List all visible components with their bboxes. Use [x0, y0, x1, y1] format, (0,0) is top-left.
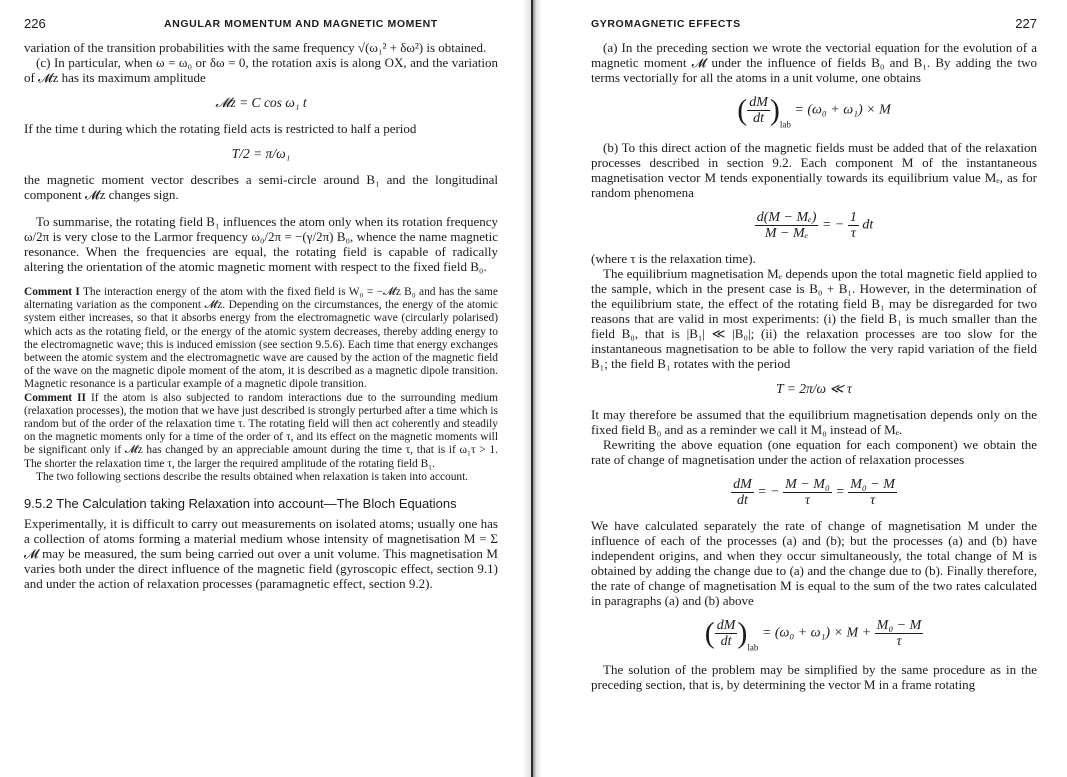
- section-heading: 9.5.2 The Calculation taking Relaxation into account—The Bloch Equations: [24, 496, 457, 512]
- eq4-denominator-2: τ: [804, 492, 810, 508]
- eq5-subscript: lab: [747, 642, 759, 653]
- comment-1-label: Comment I: [24, 286, 80, 298]
- right-paragraph-3: (where τ is the relaxation time).: [591, 250, 756, 266]
- right-paragraph-6: Rewriting the above equation (one equation for each component) we obtain the rate of change of magnetisation under the action of relaxation processes: [591, 436, 1037, 467]
- comment-1: [24, 286, 498, 392]
- eq1-rhs: = (ω₀ + ω₁) × M: [794, 102, 891, 118]
- eq2-denominator-2: τ: [850, 225, 856, 241]
- left-equation-2: T/2 = π/ω₁: [231, 146, 291, 161]
- eq2-numerator: d(M − Mₑ): [756, 209, 817, 225]
- book-gutter: [522, 0, 542, 777]
- left-running-head: ANGULAR MOMENTUM AND MAGNETIC MOMENT: [164, 18, 438, 30]
- eq4-denominator: dt: [736, 492, 748, 508]
- eq2-numerator-2: 1: [849, 209, 857, 225]
- right-paragraph-8: The solution of the problem may be simplified by the same procedure as in the preceding section, that is, by determining the vector M in a frame rotating: [591, 662, 1037, 693]
- right-equation-1: ( $\frac{dM}{dt}$ )$_{lab} = (\omega_0 + \omega_1) \times M$: [737, 93, 891, 130]
- eq2-rhs: dt: [862, 217, 874, 233]
- right-page-number: 227: [1015, 16, 1037, 31]
- eq2-mid: = −: [821, 217, 845, 233]
- left-paragraph-7: Experimentally, it is difficult to carry out measurements on isolated atoms; usually one has a collection of atoms forming a material medium whose intensity of magnetisation M = Σ 𝓜 may be measured, the sum being carried out over a unit volume. This magnetisation M varies both under the direct influence of the magnetic field (gyroscopic effect, section 9.1) and under the action of relaxation processes (paramagnetic effect, section 9.2).: [24, 516, 498, 592]
- comment-2: [24, 392, 498, 471]
- left-paragraph-4: the magnetic moment vector describes a semi-circle around B₁ and the longitudinal component 𝓜z changes sign.: [24, 172, 498, 202]
- eq1-numerator: dM: [749, 95, 768, 110]
- left-header: [24, 18, 498, 40]
- eq4-denominator-3: τ: [870, 492, 876, 508]
- eq5-rhs: = (ω₀ + ω₁) × M +: [761, 625, 872, 641]
- eq1-denominator: dt: [753, 111, 765, 126]
- eq1-subscript: lab: [779, 119, 791, 130]
- right-paragraph-2: (b) To this direct action of the magnetic fields must be added that of the relaxation processes described in section 9.2. Each component M of the instantaneous magnetisation vector M tends exponentially towards its equilibrium value Mₑ, as for random phenomena: [591, 139, 1037, 200]
- right-equation-4: [591, 477, 1037, 508]
- right-running-head: GYROMAGNETIC EFFECTS: [591, 18, 741, 30]
- eq2-denominator: M − Mₑ: [764, 225, 809, 241]
- left-equation-1: 𝓜z = C cos ω₁ t: [215, 95, 307, 110]
- right-header: [591, 18, 1037, 40]
- right-paragraph-5: It may therefore be assumed that the equilibrium magnetisation depends only on the fixed field B₀ and as a reminder we call it M₀ instead of Mₑ.: [591, 406, 1037, 437]
- right-page: [547, 0, 1067, 777]
- eq4-mid: = −: [757, 484, 780, 500]
- left-paragraph-2: (c) In particular, when ω = ω₀ or δω = 0, the rotation axis is along OX, and the variation of 𝓜z has its maximum amplitude: [24, 55, 498, 85]
- right-paragraph-7: We have calculated separately the rate of change of magnetisation M under the influence of each of the processes (a) and (b); but the processes (a) and (b) have independent origins, and when they occur simultaneously, the total change of M is obtained by adding the change due to (a) and the change due to (b). Finally therefore, the rate of change of magnetisation M is equal to the sum of the two rates calculated in paragraphs (a) and (b) above: [591, 517, 1037, 608]
- eq4-numerator-3: M₀ − M: [850, 476, 895, 492]
- eq5-numerator: dM: [716, 617, 736, 633]
- left-paragraph-6: The two following sections describe the results obtained when relaxation is taken into account.: [36, 470, 469, 483]
- left-page-number: 226: [24, 16, 46, 31]
- eq5-numerator-2: M₀ − M: [876, 617, 922, 633]
- right-equation-5: ( $\frac{dM}{dt}$ )$_{lab} = (\omega_0 + \omega_1) \times M$ + $\frac{\text{M₀ − M}}{\tau}$: [704, 616, 922, 653]
- left-paragraph-1: variation of the transition probabilities with the same frequency √(ω₁² + δω²) is obtained.: [24, 40, 487, 55]
- comments-block: [24, 286, 498, 484]
- eq5-denominator-2: τ: [896, 633, 902, 649]
- eq4-mid-2: =: [835, 484, 845, 500]
- comment-1-text: The interaction energy of the atom with the fixed field is W₀ = −𝓜z B₀ and has the same alternating variation as the component 𝓜z. Depending on the circumstances, the energy of the atomic system either increases, so that it absorbs energy from the electromagnetic wave (circularly polarised) which acts as the rotating field, or the energy of the atomic system decreases, thereby adding energy to the electromagnetic wave; this is induced emission (see section 9.5.6). Each time that energy exchanges between the atomic system and the electromagnetic wave are caused by the action of the magnetic field of the wave on the magnetic dipole moment of the atom, it is described as a magnetic dipole transition. Magnetic resonance is a particular example of a magnetic dipole transition.: [24, 286, 498, 391]
- right-paragraph-1: (a) In the preceding section we wrote the vectorial equation for the evolution of a magnetic moment 𝓜 under the influence of fields B₀ and B₁. By adding the two terms vectorially for all the atoms in a unit volume, one obtains: [591, 40, 1037, 85]
- eq4-numerator: dM: [733, 476, 752, 492]
- eq4-numerator-2: M − M₀: [785, 476, 830, 492]
- left-paragraph-5: To summarise, the rotating field B₁ influences the atom only when its rotation frequency ω/2π is very close to the Larmor frequency ω₀/2π = −(γ/2π) B₀, whence the name magnetic resonance. When the frequencies are equal, the rotating field is capable of radically altering the orientation of the atomic magnetic moment with respect to the fixed field B₀.: [24, 214, 498, 274]
- right-paragraph-4: The equilibrium magnetisation Mₑ depends upon the total magnetic field applied to the sample, which in the present case is B₀ + B₁. However, in the determination of the equilibrium state, the effect of the rotating field B₁ may be disregarded for two reasons that are valid in most experiments: (i) the field B₁ is much smaller than the field B₀, that is |B₁| ≪ |B₀|; (ii) the relaxation processes are too slow for the instantaneous magnetisation to be able to follow the very rapid variation of the field B₁; the field B₁ rotates with the period: [591, 265, 1037, 371]
- comment-2-label: Comment II: [24, 391, 86, 404]
- comment-2-text: If the atom is also subjected to random interactions due to the surrounding medium (relaxation processes), the motion that we have just described is strongly perturbed after a time which is random but of the order of the relaxation time τ. The rotating field will then act coherently and steadily on the magnetic moments only for a time of the order of τ, and its effect on the magnetic moments will be significant only if 𝓜z has changed by an appreciable amount during the time τ, that is if ω₁τ > 1. The shorter the relaxation time τ, the larger the required amplitude of the rotating field B₁.: [24, 391, 498, 470]
- right-equation-2: [591, 210, 1037, 241]
- right-equation-3: T = 2π/ω ≪ τ: [776, 380, 852, 396]
- eq5-denominator: dt: [720, 633, 732, 649]
- left-paragraph-3: If the time t during which the rotating field acts is restricted to half a period: [24, 121, 417, 136]
- left-page: [0, 0, 520, 777]
